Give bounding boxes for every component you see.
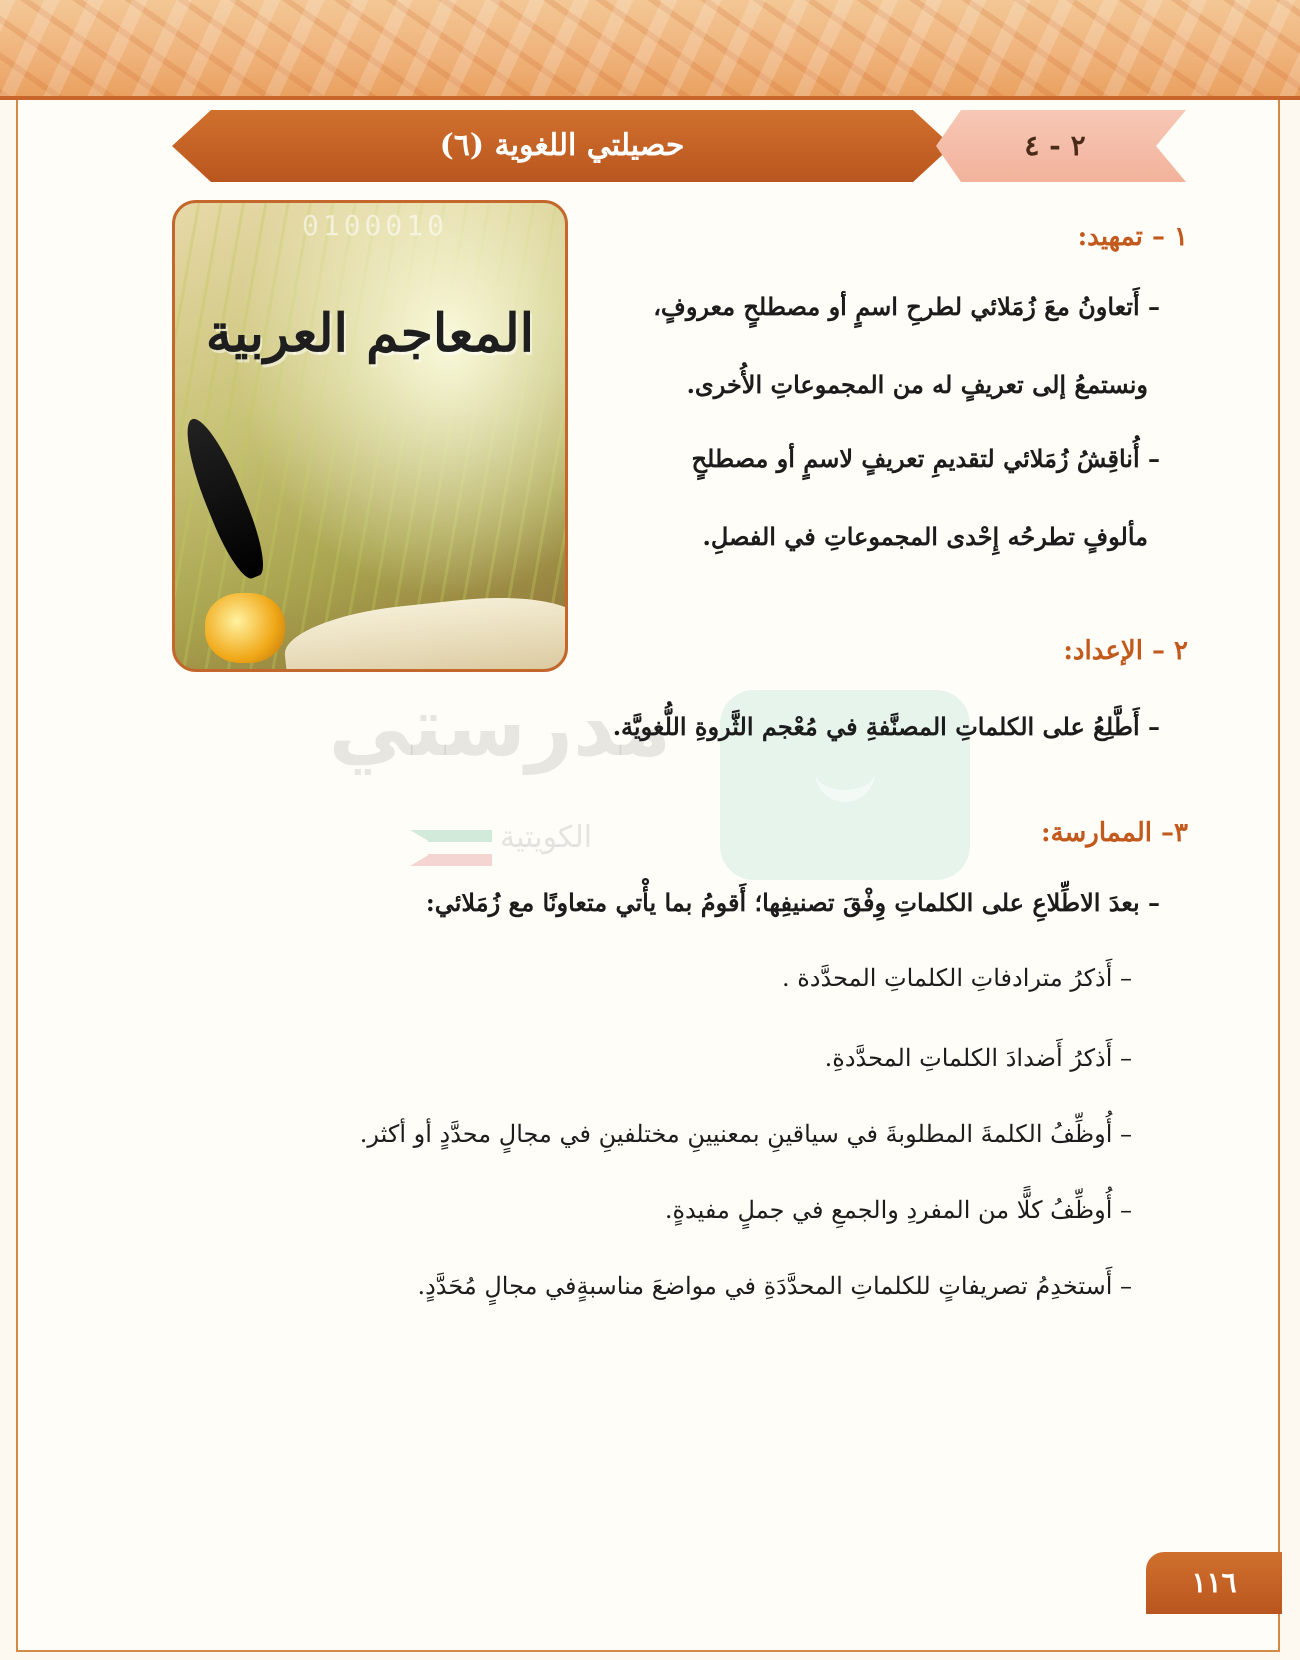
practice-line-6: – أَستخدِمُ تصريفاتٍ للكلماتِ المحدَّدَةِ في مواضعَ مناسبةٍفي مجالٍ مُحَدَّدٍ. (417, 1272, 1132, 1300)
practice-line-1: – بعدَ الاطِّلاعِ على الكلماتِ وِفْقَ تصنيفِها؛ أَقومُ بما يأْتي متعاونًا مع زُمَلائي: (425, 888, 1160, 917)
page-title: حصيلتي اللغوية (٦) (439, 128, 685, 163)
page-number: ١١٦ (1191, 1566, 1237, 1599)
practice-line-5: – أُوظِّفُ كلًّا من المفردِ والجمعِ في جملٍ مفيدةٍ. (664, 1196, 1132, 1224)
intro-line-1: – أَتعاونُ معَ زُمَلائي لطرحِ اسمٍ أو مصطلحٍ معروفٍ، (653, 292, 1160, 321)
section-heading-intro: ١ – تمهيد: (1077, 222, 1188, 252)
section-heading-preparation: ٢ – الإعداد: (1063, 636, 1188, 666)
binary-digits-decoration: 0100010 (301, 209, 448, 242)
preparation-line-1: – أَطَّلِعُ على الكلماتِ المصنَّفةِ في مُعْجم الثَّروةِ اللُّغويَّة. (612, 712, 1160, 741)
calligraphy-title: المعاجم العربية (205, 303, 535, 364)
practice-line-3: – أَذكرُ أَضدادَ الكلماتِ المحدَّدةِ. (824, 1044, 1132, 1072)
intro-line-4: مألوفٍ تطرحُه إِحْدى المجموعاتِ في الفصلِ. (702, 522, 1148, 551)
intro-line-2: ونستمعُ إلى تعريفٍ له من المجموعاتِ الأُخرى. (686, 370, 1148, 399)
section-heading-practice: ٣– الممارسة: (1040, 818, 1188, 848)
watermark-text: مدرستي (328, 680, 672, 775)
lesson-number: ٢ - ٤ (1024, 129, 1086, 162)
practice-line-2: – أَذكرُ مترادفاتِ الكلماتِ المحدَّدة . (781, 964, 1132, 992)
practice-line-4: – أُوظِّفُ الكلمةَ المطلوبةَ في سياقينِ بمعنيينِ مختلفينِ في مجالٍ محدَّدٍ أو أكثر. (359, 1120, 1132, 1148)
watermark-subtext: الكويتية (500, 820, 593, 855)
intro-line-3: – أُناقِشُ زُمَلائي لتقديمِ تعريفٍ لاسمٍ أو مصطلحٍ (691, 444, 1160, 473)
